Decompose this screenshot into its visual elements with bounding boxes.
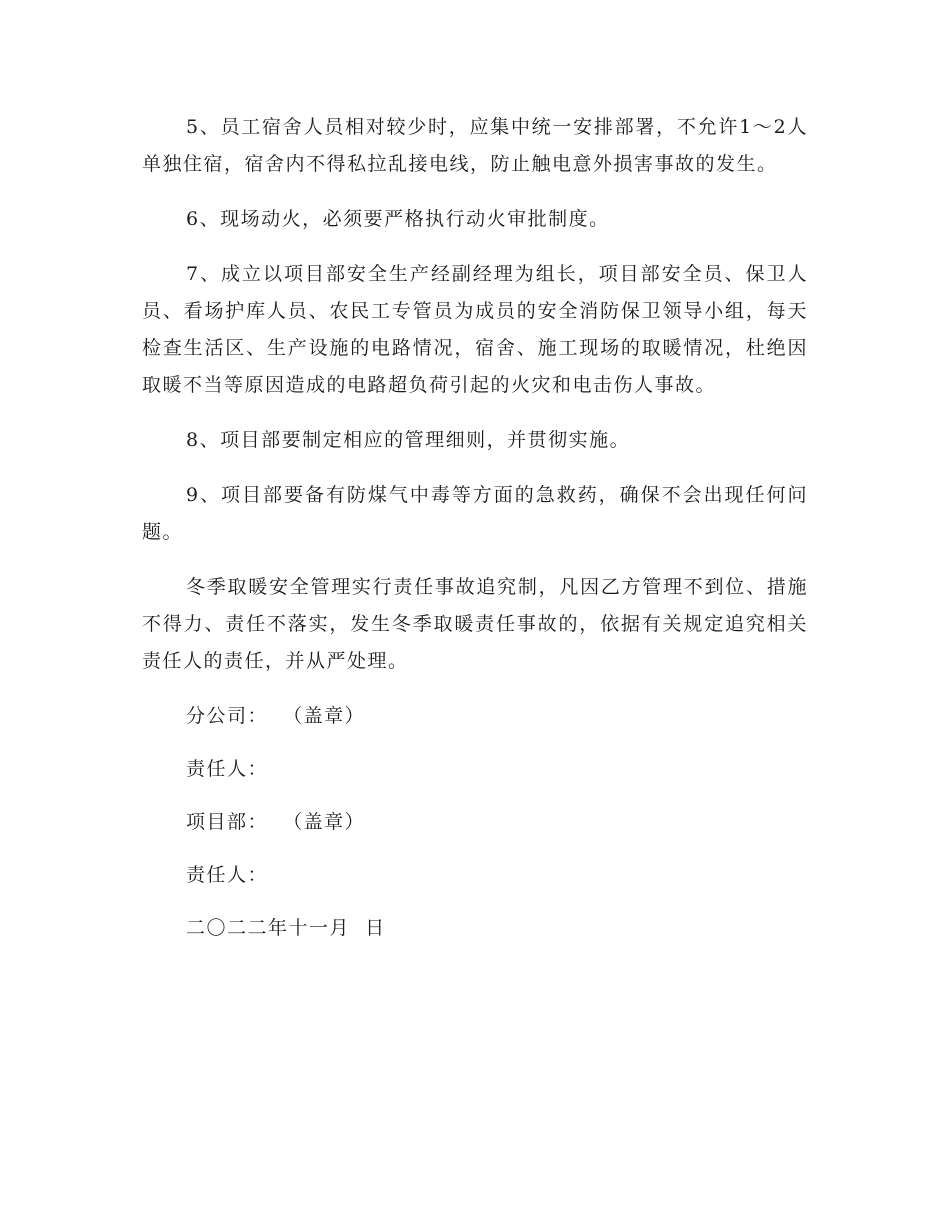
clause-9-paragraph: 9、项目部要备有防煤气中毒等方面的急救药，确保不会出现任何问题。	[142, 484, 808, 543]
clause-5-paragraph: 5、员工宿舍人员相对较少时，应集中统一安排部署，不允许1～2人单独住宿，宿舍内不得私拉乱接电线，防止触电意外损害事故的发生。	[142, 116, 808, 175]
project-responsible-person-line: 责任人：	[186, 864, 269, 886]
clause-7-paragraph: 7、成立以项目部安全生产经副经理为组长，项目部安全员、保卫人员、看场护库人员、农民工专管员为成员的安全消防保卫领导小组，每天检查生活区、生产设施的电路情况，宿舍、施工现场的取暖情况，杜绝因取暖不当等原因造成的电路超负荷引起的火灾和电击伤人事故。	[142, 263, 808, 396]
branch-seal-line: 分公司： （盖章）	[186, 705, 366, 727]
clause-8-paragraph: 8、项目部要制定相应的管理细则，并贯彻实施。	[186, 429, 631, 451]
document-body	[142, 109, 808, 963]
clause-6-paragraph: 6、现场动火，必须要严格执行动火审批制度。	[186, 208, 610, 230]
signing-date-line: 二〇二二年十一月 日	[186, 917, 386, 939]
accountability-paragraph: 冬季取暖安全管理实行责任事故追究制，凡因乙方管理不到位、措施不得力、责任不落实，发生冬季取暖责任事故的，依据有关规定追究相关责任人的责任，并从严处理。	[142, 576, 808, 672]
project-dept-seal-line: 项目部： （盖章）	[186, 811, 366, 833]
branch-responsible-person-line: 责任人：	[186, 758, 269, 780]
